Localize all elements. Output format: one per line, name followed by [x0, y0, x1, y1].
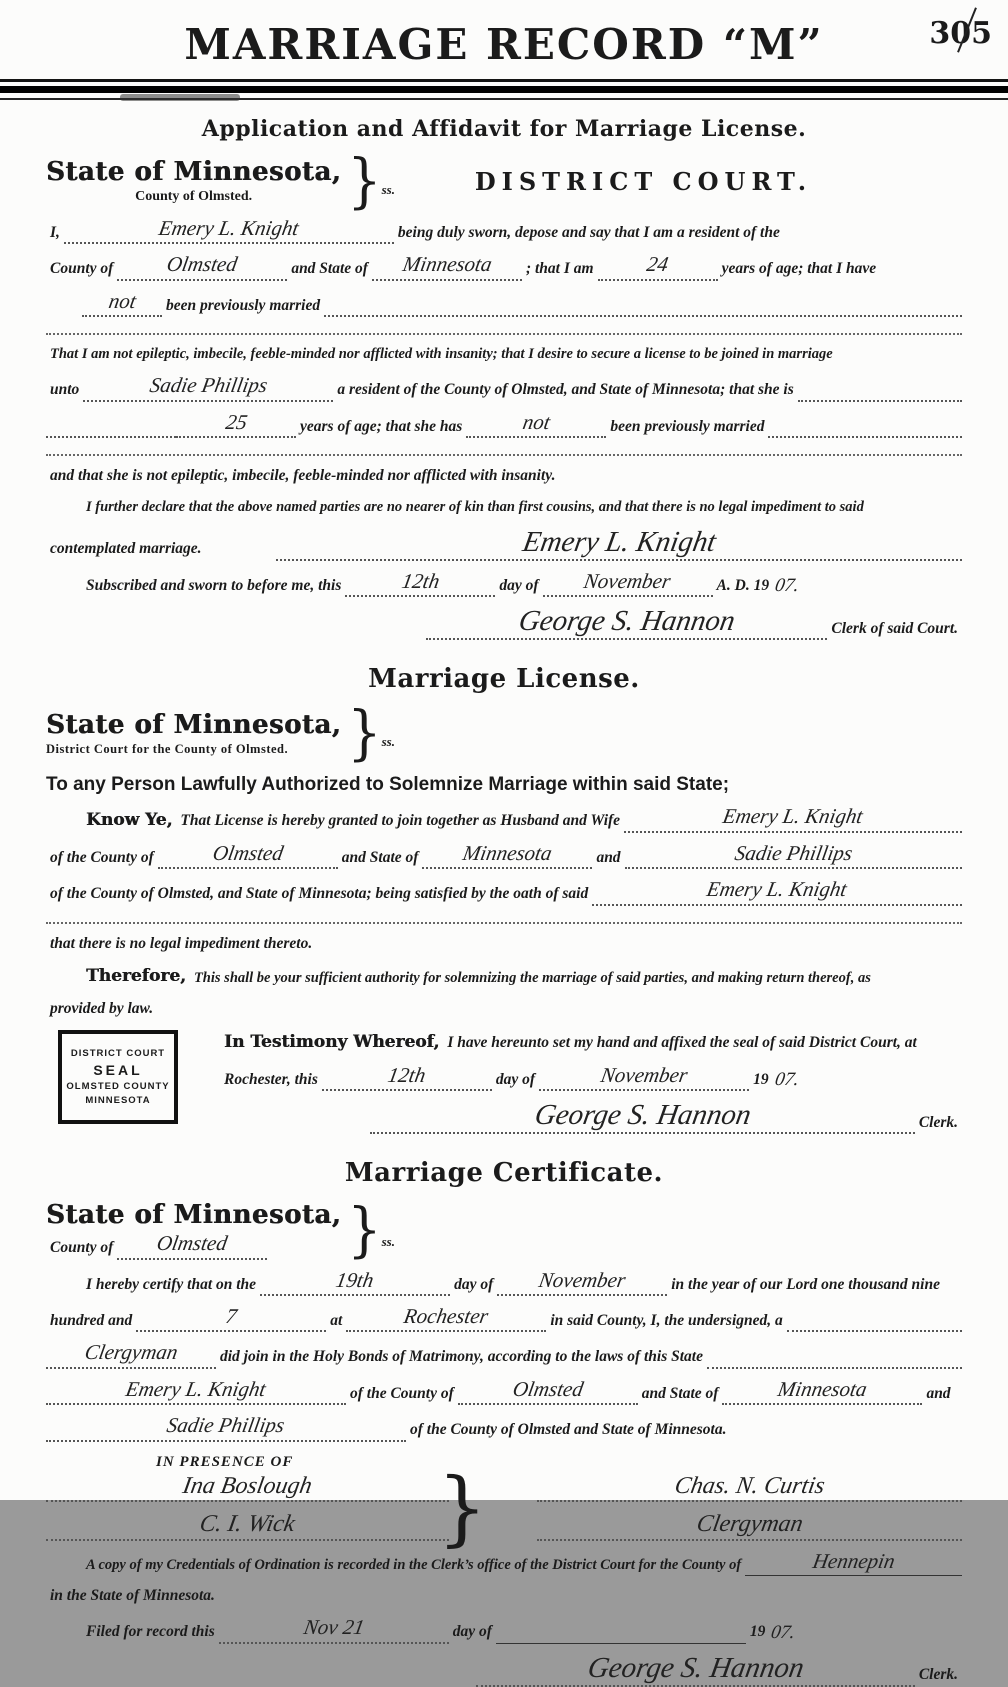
testimony-row-1 — [220, 1030, 962, 1055]
state-field — [722, 1378, 922, 1405]
dotted-rule — [46, 436, 176, 438]
printed-text: That I am not epileptic, imbecile, feeble-minded nor afflicted with insanity; that I desire to secure a license to be joined in marriage — [50, 346, 833, 363]
brace-icon: } — [347, 145, 382, 216]
handwritten-clergyman: Clergyman — [694, 1511, 805, 1538]
credentials-state-row — [46, 1585, 962, 1607]
handwritten-state: Minnesota — [776, 1376, 869, 1401]
certificate-section — [46, 1158, 962, 1687]
license-state-block — [46, 697, 962, 768]
officiant-signatures — [493, 1473, 962, 1541]
handwritten-county: Olmsted — [210, 840, 285, 865]
affidavit-line-2 — [46, 253, 962, 280]
printed-text: and State of — [341, 848, 419, 866]
district-court-county-label: District Court for the County of Olmsted. — [46, 741, 289, 756]
printed-text: and — [596, 848, 621, 866]
officiant-title-row — [537, 1511, 962, 1540]
handwritten-filed-date: Nov 21 — [301, 1615, 366, 1640]
printed-text: in the year of our Lord one thousand nine — [671, 1275, 940, 1293]
page-number: 305 — [929, 16, 992, 51]
printed-text: and that she is not epileptic, imbecile, feeble-minded nor afflicted with insanity. — [50, 467, 556, 485]
handwritten-not: not — [106, 288, 138, 313]
printed-text: been previously married — [166, 296, 321, 314]
affidavit-para2-line-1 — [46, 344, 962, 365]
license-oath-row — [46, 878, 962, 905]
printed-text: unto — [50, 381, 80, 399]
ss-abbreviation: ss. — [381, 182, 395, 197]
handwritten-groom-name: Emery L. Knight — [157, 216, 301, 240]
handwritten-place: Rochester — [402, 1304, 491, 1329]
license-provided-row — [46, 998, 962, 1020]
handwritten-groom-name: Emery L. Knight — [721, 804, 865, 829]
affidavit-signature-row — [46, 527, 962, 561]
license-impediment-row — [46, 933, 962, 955]
printed-text: being duly sworn, depose and say that I am a resident of the — [397, 224, 780, 241]
paragraph-separator — [46, 454, 962, 456]
printed-text: That License is hereby granted to join together as Husband and Wife — [180, 812, 621, 830]
printed-text: at — [330, 1312, 343, 1330]
testimony-lines — [178, 1030, 962, 1134]
brace-icon: } — [347, 1194, 382, 1264]
printed-text: a resident of the County of Olmsted, and State of Minnesota; that she is — [337, 381, 794, 399]
printed-text: A. D. 19 — [716, 576, 770, 594]
state-field — [422, 842, 592, 869]
handwritten-not: not — [520, 409, 552, 434]
district-court-seal — [58, 1030, 178, 1124]
cert-day-field — [260, 1269, 450, 1296]
printed-text: ; that I am — [525, 260, 594, 278]
oath-name-field — [592, 878, 962, 905]
county-of-olmsted-label: County of Olmsted. — [135, 189, 253, 204]
state-of-minnesota-label: State of Minnesota, — [46, 1200, 342, 1231]
printed-text: Rochester, this — [224, 1070, 318, 1088]
applicant-signature-field — [276, 527, 962, 561]
know-ye-label: Know Ye, — [86, 809, 173, 830]
printed-text: of the County of Olmsted, and State of Minnesota; being satisfied by the oath of said — [50, 885, 589, 903]
record-title: MARRIAGE RECORD “M” — [184, 20, 824, 69]
handwritten-bride-age: 25 — [223, 409, 249, 434]
dotted-rule — [798, 400, 962, 402]
officiant-signature-field — [537, 1473, 962, 1502]
paragraph-separator — [46, 922, 962, 924]
state-county-labels — [46, 1200, 341, 1259]
seal-text-line: OLMSTED COUNTY — [66, 1081, 170, 1093]
dotted-rule — [324, 315, 962, 317]
witness-row-2 — [46, 1511, 449, 1540]
dotted-rule — [707, 1367, 962, 1369]
witness-brace-icon: } — [437, 1460, 488, 1556]
page-header — [0, 0, 1008, 100]
handwritten-day: 12th — [386, 1062, 428, 1087]
state-court-labels — [46, 710, 341, 757]
witness-signature-field — [46, 1511, 449, 1540]
officiant-signature: Chas. N. Curtis — [672, 1472, 827, 1499]
handwritten-day: 12th — [399, 568, 442, 593]
county-field — [458, 1378, 638, 1405]
clerk-label: Clerk. — [918, 1113, 958, 1131]
printed-text: 19 — [749, 1623, 766, 1641]
certify-row-1 — [46, 1269, 962, 1296]
county-field — [117, 253, 287, 280]
credentials-county-field — [745, 1550, 962, 1576]
affidavit-sworn-row — [46, 570, 962, 597]
groom-name-field — [624, 805, 962, 832]
printed-text: provided by law. — [50, 999, 154, 1017]
license-month-field — [539, 1064, 749, 1091]
handwritten-year: 07. — [769, 1621, 798, 1643]
handwritten-county: Olmsted — [155, 1231, 230, 1256]
clerk-signature-field — [476, 1653, 915, 1687]
printed-text: contemplated marriage. — [50, 540, 202, 558]
clerk-signature-field — [426, 606, 827, 640]
printed-text: in the State of Minnesota. — [50, 1586, 215, 1604]
handwritten-month: November — [537, 1267, 628, 1292]
affidavit-para3-line-2 — [46, 497, 962, 518]
printed-text: in said County, I, the undersigned, a — [550, 1312, 783, 1330]
handwritten-year: 07. — [773, 575, 801, 597]
dotted-rule — [768, 436, 962, 438]
cert-place-field — [346, 1305, 546, 1332]
dotted-rule — [787, 1330, 962, 1332]
officiant-signature-row — [537, 1473, 962, 1502]
printed-text: County of — [50, 1239, 114, 1257]
handwritten-bride-name: Sadie Phillips — [147, 373, 270, 398]
certify-row-4 — [46, 1378, 962, 1405]
clerk-label: Clerk. — [918, 1666, 958, 1684]
certificate-state-block — [46, 1194, 962, 1264]
groom-name-field — [64, 217, 394, 244]
printed-text: This shall be your sufficient authority for solemnizing the marriage of said parties, and making return thereof, as — [193, 969, 871, 986]
printed-text: I, — [50, 224, 60, 241]
paragraph-separator — [46, 333, 962, 335]
witness-signature: C. I. Wick — [197, 1511, 298, 1538]
state-of-minnesota-label: State of Minnesota, — [46, 709, 342, 740]
printed-text: I hereby certify that on the — [86, 1275, 257, 1293]
printed-text: years of age; that she has — [300, 417, 463, 435]
license-day-field — [322, 1064, 492, 1091]
clerk-signature: George S. Hannon — [584, 1651, 807, 1684]
handwritten-state: Minnesota — [400, 252, 494, 277]
state-county-labels — [46, 157, 341, 205]
license-grant-row — [46, 805, 962, 832]
printed-text: day of — [454, 1275, 494, 1293]
state-of-minnesota-label: State of Minnesota, — [46, 157, 342, 187]
printed-text: Subscribed and sworn to before me, this — [86, 576, 342, 594]
handwritten-state: Minnesota — [461, 840, 554, 865]
printed-text: been previously married — [610, 417, 765, 435]
printed-text: of the County of — [50, 848, 154, 866]
filed-row — [46, 1616, 962, 1643]
handwritten-groom-name: Emery L. Knight — [124, 1376, 268, 1401]
bride-name-field — [83, 374, 333, 401]
bride-previously-married-field — [466, 411, 606, 438]
cert-year-field — [136, 1305, 326, 1332]
handwritten-credentials-county: Hennepin — [810, 1548, 897, 1573]
testimony-date-row — [220, 1064, 962, 1091]
certify-row-5 — [46, 1414, 962, 1441]
brace-icon: } — [347, 697, 382, 768]
handwritten-oath-name: Emery L. Knight — [705, 877, 850, 902]
printed-text: and State of — [641, 1384, 719, 1402]
clerk-signature-field — [370, 1100, 915, 1134]
affidavit-state-block — [46, 145, 962, 216]
license-clerk-row — [220, 1100, 962, 1134]
printed-text: of the County of Olmsted and State of Minnesota. — [410, 1421, 727, 1439]
printed-text: I have hereunto set my hand and affixed the seal of said District Court, at — [447, 1034, 917, 1052]
sworn-month-field — [543, 570, 713, 597]
ss-abbreviation: ss. — [381, 734, 395, 750]
seal-text-line: MINNESOTA — [85, 1095, 151, 1107]
handwritten-officiant-title: Clergyman — [82, 1340, 180, 1365]
license-therefore-row — [46, 964, 962, 989]
handwritten-bride-name: Sadie Phillips — [732, 840, 855, 865]
in-testimony-whereof-label: In Testimony Whereof, — [224, 1032, 440, 1053]
printed-text: day of — [499, 576, 539, 594]
handwritten-month: November — [582, 568, 673, 593]
officiant-title-signature-field — [537, 1511, 962, 1540]
affidavit-para3-line-1 — [46, 465, 962, 487]
printed-text: 19 — [753, 1070, 769, 1088]
seal-text-line: SEAL — [93, 1062, 143, 1079]
in-presence-of-label: IN PRESENCE OF — [156, 1453, 294, 1470]
affidavit-para2-line-3 — [46, 411, 962, 438]
witness-row-1 — [46, 1473, 449, 1502]
filed-month-field — [496, 1643, 746, 1644]
printed-text: day of — [452, 1623, 492, 1641]
credentials-row — [46, 1550, 962, 1576]
handwritten-month: November — [598, 1062, 690, 1087]
printed-text: did join in the Holy Bonds of Matrimony, according to the laws of this State — [220, 1348, 703, 1366]
rule-thick — [0, 86, 1008, 93]
affidavit-line-3 — [46, 290, 962, 317]
affidavit-clerk-row — [46, 606, 962, 640]
handwritten-county: Olmsted — [510, 1376, 585, 1401]
printed-text: day of — [495, 1070, 536, 1088]
seal-text-line: DISTRICT COURT — [70, 1048, 166, 1060]
handwritten-day: 19th — [334, 1267, 376, 1292]
sworn-day-field — [345, 570, 495, 597]
license-county-row — [46, 842, 962, 869]
certificate-clerk-row — [46, 1653, 962, 1687]
handwritten-county: Olmsted — [165, 252, 240, 277]
clerk-signature: George S. Hannon — [516, 605, 738, 638]
printed-text: years of age; that I have — [721, 260, 877, 278]
state-field — [372, 253, 522, 280]
to-any-person-line: To any Person Lawfully Authorized to Solemnize Marriage within said State; — [46, 774, 730, 796]
officiant-title-field — [46, 1341, 216, 1368]
clerk-of-court-label: Clerk of said Court. — [831, 619, 958, 637]
county-field — [117, 1232, 267, 1259]
handwritten-year: 07. — [772, 1069, 801, 1091]
printed-text: County of — [50, 260, 114, 278]
printed-text: I further declare that the above named parties are no nearer of kin than first cousins, and that there is no legal impediment to said — [86, 498, 864, 515]
scan-smudge — [120, 94, 240, 101]
license-testimony-block — [46, 1030, 962, 1134]
printed-text: and State of — [291, 260, 368, 278]
license-heading: Marriage License. — [368, 664, 640, 695]
county-field — [158, 842, 338, 869]
rule-thin-top — [0, 79, 1008, 82]
printed-text: A copy of my Credentials of Ordination is recorded in the Clerk’s office of the District Court for the County of — [86, 1556, 742, 1573]
printed-text: of the County of — [350, 1384, 454, 1402]
certify-row-3 — [46, 1341, 962, 1368]
printed-text: hundred and — [50, 1312, 133, 1330]
affidavit-section — [46, 116, 962, 640]
bride-age-field — [176, 411, 296, 438]
therefore-label: Therefore, — [86, 965, 186, 986]
bride-name-field — [46, 1414, 406, 1441]
ss-abbreviation: ss. — [381, 1233, 395, 1249]
affidavit-heading: Application and Affidavit for Marriage License. — [201, 116, 807, 142]
handwritten-age: 24 — [645, 252, 671, 277]
handwritten-bride-name: Sadie Phillips — [165, 1413, 287, 1438]
affidavit-line-1 — [46, 217, 962, 244]
district-court-label: DISTRICT COURT. — [474, 166, 813, 196]
bride-name-field — [625, 842, 962, 869]
groom-name-field — [46, 1378, 346, 1405]
printed-text: and — [926, 1384, 951, 1402]
certificate-heading: Marriage Certificate. — [344, 1158, 664, 1189]
previously-married-field — [82, 290, 162, 317]
affidavit-para2-line-2 — [46, 374, 962, 401]
applicant-signature: Emery L. Knight — [519, 525, 719, 558]
age-field — [598, 253, 718, 280]
printed-text: that there is no legal impediment thereto. — [50, 934, 313, 952]
witness-signature-field — [46, 1473, 449, 1502]
clerk-signature: George S. Hannon — [531, 1099, 754, 1132]
witness-signature: Ina Boslough — [180, 1472, 315, 1499]
printed-text: Filed for record this — [86, 1623, 215, 1641]
certify-row-2 — [46, 1305, 962, 1332]
license-section — [46, 664, 962, 1134]
certificate-county-row — [46, 1232, 341, 1259]
cert-month-field — [497, 1269, 667, 1296]
handwritten-year-value: 7 — [224, 1304, 239, 1329]
filed-date-field — [219, 1616, 449, 1643]
